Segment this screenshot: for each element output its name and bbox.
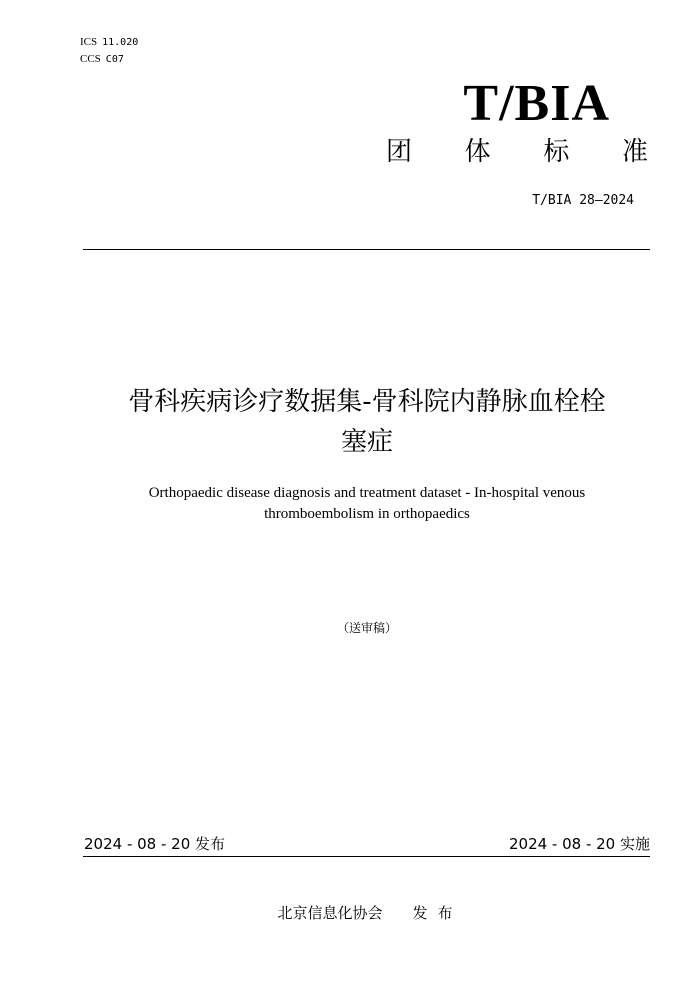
implementation-date: 2024 - 08 - 20 实施 xyxy=(508,835,650,853)
publisher xyxy=(250,902,490,924)
issue-date: 2024 - 08 - 20 发布 xyxy=(84,835,226,853)
document-number: T/BIA 28—2024 xyxy=(532,193,634,208)
doc-type-char: 准 xyxy=(621,137,648,167)
doc-type-char: 体 xyxy=(464,137,491,167)
document-type xyxy=(386,134,648,170)
title-english-line-2: thromboembolism in orthopaedics xyxy=(264,506,470,522)
ics-value: 11.020 xyxy=(102,37,139,48)
title-english-line-1: Orthopaedic disease diagnosis and treatment dataset - In-hospital venous xyxy=(148,485,586,501)
title-chinese-line-1: 骨科疾病诊疗数据集-骨科院内静脉血栓栓 xyxy=(128,387,606,417)
doc-type-char: 标 xyxy=(543,137,570,167)
draft-status: （送审稿） xyxy=(336,621,397,635)
doc-type-char: 团 xyxy=(386,137,413,167)
title-english xyxy=(90,483,644,525)
title-chinese xyxy=(70,382,664,462)
top-divider xyxy=(83,249,650,250)
ics-label: ICS xyxy=(80,36,98,48)
publisher-name: 北京信息化协会 xyxy=(277,904,383,922)
ics-code xyxy=(80,34,138,51)
ccs-label: CCS xyxy=(80,53,101,65)
classification-codes xyxy=(80,34,138,68)
ccs-value: C07 xyxy=(105,54,124,65)
publisher-action: 发布 xyxy=(412,904,463,922)
title-chinese-line-2: 塞症 xyxy=(340,427,393,457)
standard-logo: T/BIA xyxy=(463,75,610,132)
ccs-code xyxy=(80,51,138,68)
bottom-divider xyxy=(83,856,650,857)
